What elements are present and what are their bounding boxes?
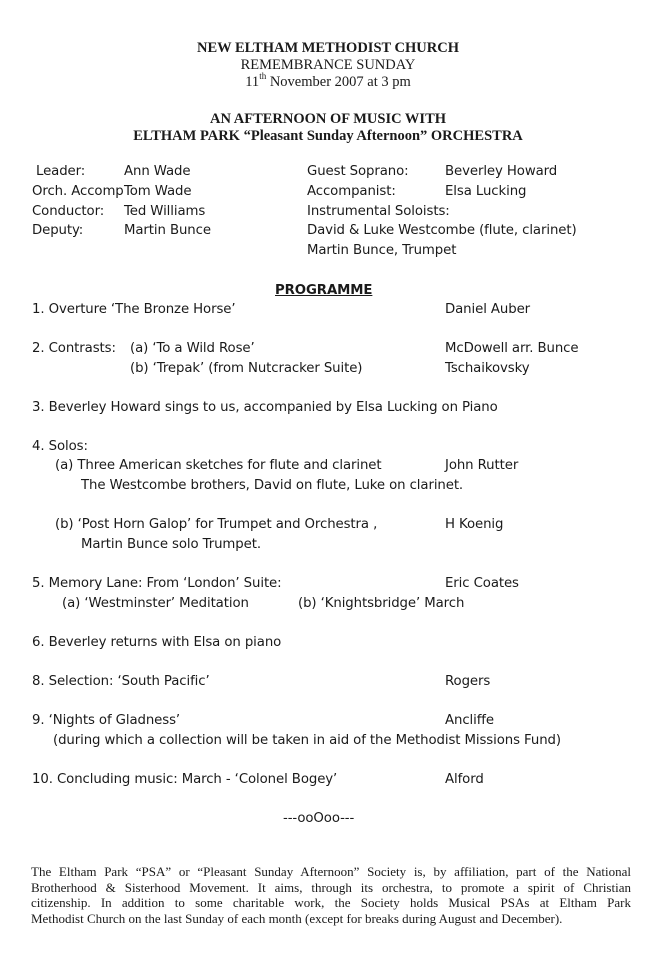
date-rest: November 2007 at 3 pm — [266, 74, 411, 90]
item-8-composer: Rogers — [445, 674, 491, 689]
title-line-1: AN AFTERNOON OF MUSIC WITH — [209, 111, 447, 127]
deputy-role: Deputy: — [32, 223, 84, 238]
item-4a: (a) Three American sketches for flute and clarinet — [55, 458, 382, 473]
item-4a-composer: John Rutter — [445, 458, 519, 473]
soprano-role: Guest Soprano: — [307, 164, 409, 179]
soprano-name: Beverley Howard — [445, 164, 558, 179]
footer-line: Brotherhood & Sisterhood Movement. It aims, through its orchestra, to promote a spirit of Christian — [31, 879, 631, 895]
date-suffix: th — [259, 71, 267, 81]
item-10: 10. Concluding music: March - ‘Colonel Bogey’ — [32, 772, 338, 787]
item-4a-note: The Westcombe brothers, David on flute, Luke on clarinet. — [81, 478, 464, 493]
footer-line: citizenship. In addition to some charitable work, the Society holds Musical PSAs at Eltham Park — [31, 895, 631, 910]
item-5a: (a) ‘Westminster’ Meditation — [62, 596, 249, 611]
soloist-2: Martin Bunce, Trumpet — [307, 243, 457, 258]
item-2-prefix: 2. Contrasts: — [32, 341, 116, 356]
item-5: 5. Memory Lane: From ‘London’ Suite: — [32, 576, 282, 591]
item-2b-composer: Tschaikovsky — [445, 361, 530, 376]
event-date — [0, 71, 656, 91]
item-10-composer: Alford — [445, 772, 484, 787]
item-2b: (b) ‘Trepak’ (from Nutcracker Suite) — [130, 361, 363, 376]
occasion: REMEMBRANCE SUNDAY — [240, 57, 416, 73]
divider: ---ooOoo--- — [283, 811, 355, 826]
conductor-role: Conductor: — [32, 204, 105, 219]
item-4b-note: Martin Bunce solo Trumpet. — [81, 537, 261, 552]
soloist-1: David & Luke Westcombe (flute, clarinet) — [307, 223, 577, 238]
title-line-2: ELTHAM PARK “Pleasant Sunday Afternoon” ORCHESTRA — [133, 128, 523, 144]
item-2a: (a) ‘To a Wild Rose’ — [130, 341, 255, 356]
soloists-role: Instrumental Soloists: — [307, 204, 450, 219]
leader-name: Ann Wade — [124, 164, 191, 179]
footer-line: Methodist Church on the last Sunday of each month (except for breaks during August and December). — [31, 910, 563, 926]
item-1-composer: Daniel Auber — [445, 302, 531, 317]
programme-heading: PROGRAMME — [275, 283, 373, 298]
item-2a-composer: McDowell arr. Bunce — [445, 341, 579, 356]
leader-role: Leader: — [36, 164, 86, 179]
item-3: 3. Beverley Howard sings to us, accompanied by Elsa Lucking on Piano — [32, 400, 498, 415]
item-5b: (b) ‘Knightsbridge’ March — [298, 596, 465, 611]
date-day: 11 — [245, 74, 260, 90]
deputy-name: Martin Bunce — [124, 223, 211, 238]
accompanist-name: Elsa Lucking — [445, 184, 527, 199]
item-1: 1. Overture ‘The Bronze Horse’ — [32, 302, 236, 317]
item-9-note: (during which a collection will be taken in aid of the Methodist Missions Fund) — [53, 733, 561, 748]
footer-line: The Eltham Park “PSA” or “Pleasant Sunday Afternoon” Society is, by affiliation, part of the National — [31, 864, 631, 879]
accompanist-role: Accompanist: — [307, 184, 396, 199]
item-4b-composer: H Koenig — [445, 517, 504, 532]
church-name: NEW ELTHAM METHODIST CHURCH — [197, 40, 459, 56]
footer-paragraph — [31, 864, 631, 926]
item-5-composer: Eric Coates — [445, 576, 519, 591]
orch-accomp-role: Orch. Accomp — [32, 184, 124, 199]
orch-accomp-name: Tom Wade — [124, 184, 192, 199]
conductor-name: Ted Williams — [124, 204, 206, 219]
item-4-heading: 4. Solos: — [32, 439, 88, 454]
item-9: 9. ‘Nights of Gladness’ — [32, 713, 181, 728]
item-6: 6. Beverley returns with Elsa on piano — [32, 635, 282, 650]
item-4b: (b) ‘Post Horn Galop’ for Trumpet and Orchestra , — [55, 517, 378, 532]
item-8: 8. Selection: ‘South Pacific’ — [32, 674, 210, 689]
item-9-composer: Ancliffe — [445, 713, 494, 728]
